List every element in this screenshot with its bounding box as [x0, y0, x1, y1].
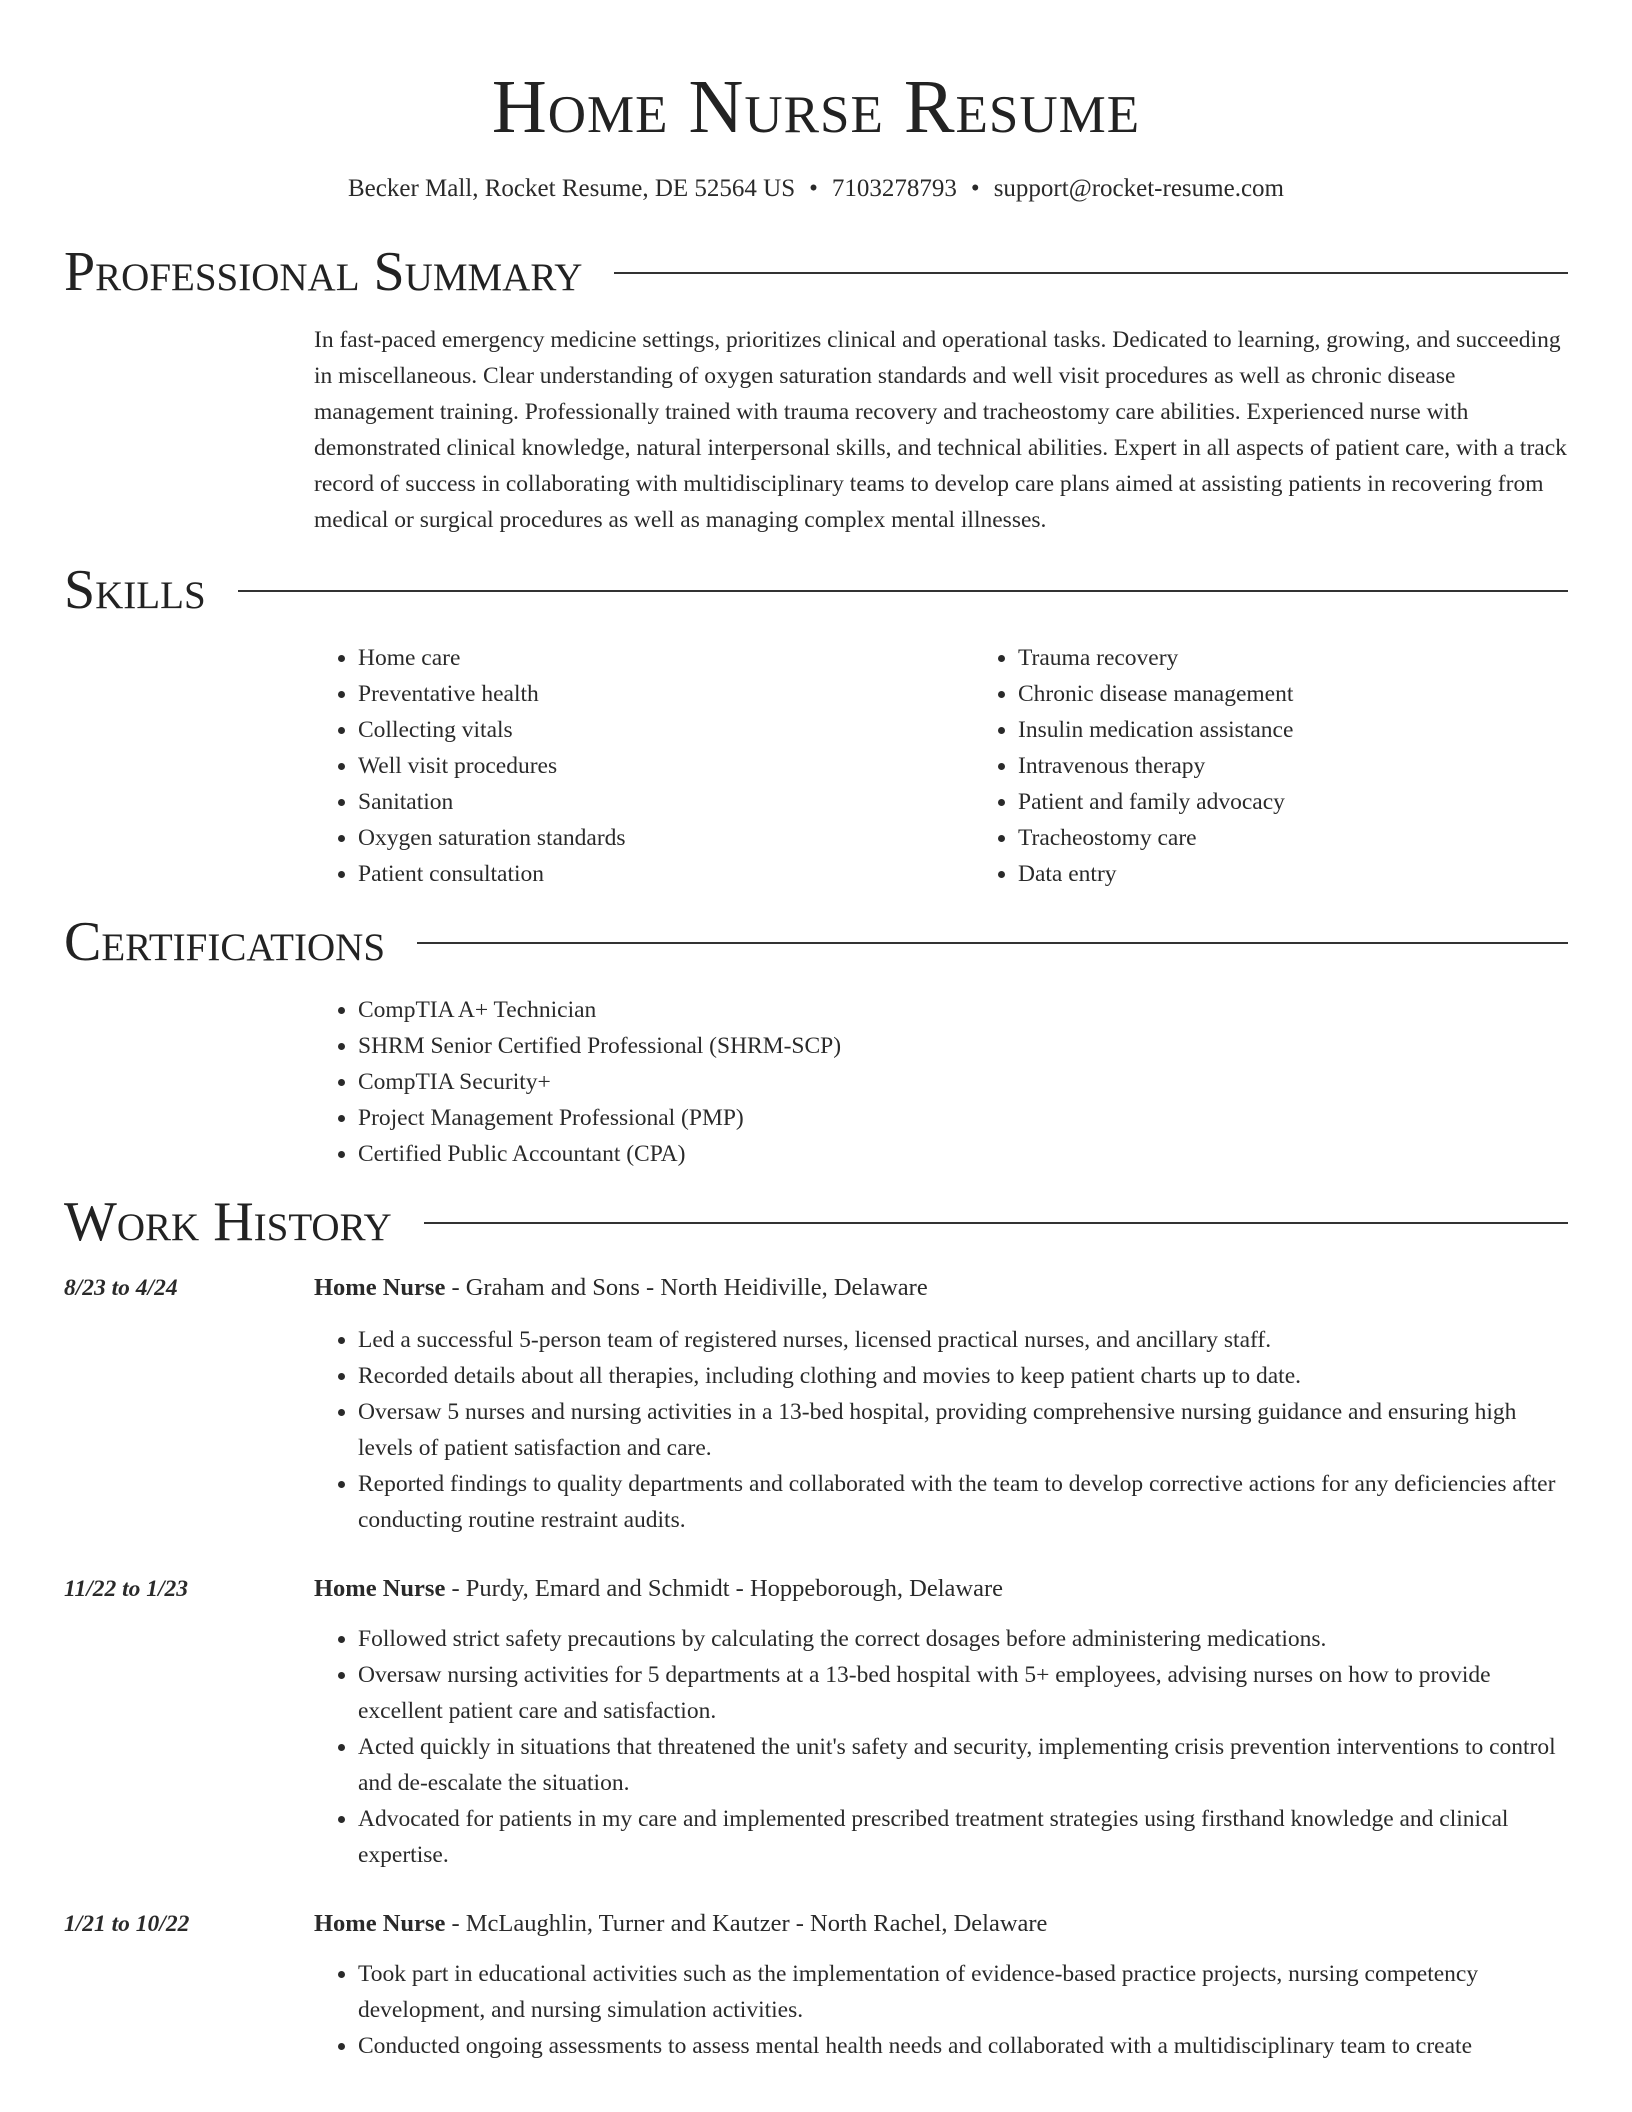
section-header-summary — [64, 240, 1568, 304]
job-title: Home Nurse — [314, 1575, 446, 1602]
resume-page — [64, 0, 1568, 2064]
job-duty: • Oversaw 5 nurses and nursing activities in a 13-bed hospital, providing comprehensive nursing guidance and ensuring high levels of patient satisfaction and care. — [358, 1394, 1568, 1466]
job-employer: - McLaughlin, Turner and Kautzer - North Rachel, Delaware — [445, 1910, 1048, 1937]
job-entry — [64, 1270, 1568, 1538]
job-title: Home Nurse — [314, 1910, 446, 1937]
skill-item: • Collecting vitals — [358, 712, 974, 748]
section-title-work-history: Work History — [64, 1191, 392, 1253]
skill-item: • Well visit procedures — [358, 748, 974, 784]
section-divider — [238, 590, 1568, 592]
job-entry — [64, 1906, 1568, 2064]
job-duties — [314, 1621, 1568, 1873]
section-divider — [614, 272, 1568, 274]
certification-item: • SHRM Senior Certified Professional (SHRM-SCP) — [358, 1028, 1568, 1064]
job-duties — [314, 1322, 1568, 1538]
skill-item: • Trauma recovery — [1018, 640, 1632, 676]
job-duty: • Took part in educational activities such as the implementation of evidence-based practice projects, nursing competency development, and nursing simulation activities. — [358, 1956, 1568, 2028]
job-heading — [314, 1270, 1568, 1306]
skill-item: • Intravenous therapy — [1018, 748, 1632, 784]
job-title: Home Nurse — [314, 1274, 446, 1301]
section-header-skills — [64, 558, 1568, 622]
contact-line — [64, 172, 1568, 206]
certifications-section — [314, 992, 1568, 1172]
job-heading — [314, 1571, 1568, 1607]
summary-paragraph: In fast-paced emergency medicine settings, prioritizes clinical and operational tasks. Dedicated to learning, growing, and succeeding in miscellaneous. Clear understanding of oxygen saturation standards and well visit procedures as well as chronic disease management training. Professionally trained with trauma recovery and tracheostomy care abilities. Experienced nurse with demonstrated clinical knowledge, natural interpersonal skills, and technical abilities. Expert in all aspects of patient care, with a track record of success in collaborating with multidisciplinary teams to develop care plans aimed at assisting patients in recovering from medical or surgical procedures as well as managing complex mental illnesses. — [314, 327, 1567, 533]
contact-address: Becker Mall, Rocket Resume, DE 52564 US — [348, 175, 796, 202]
section-divider — [417, 942, 1568, 944]
skill-item: • Patient and family advocacy — [1018, 784, 1632, 820]
contact-separator: • — [809, 175, 818, 202]
job-dates: 8/23 to 4/24 — [64, 1275, 178, 1301]
section-title-certifications: Certifications — [64, 911, 386, 973]
resume-title: Home Nurse Resume — [491, 65, 1141, 149]
skill-item: • Insulin medication assistance — [1018, 712, 1632, 748]
job-body — [314, 1571, 1568, 1873]
skill-item: • Preventative health — [358, 676, 974, 712]
skills-list-left — [314, 640, 974, 892]
skill-item: • Chronic disease management — [1018, 676, 1632, 712]
job-entry — [64, 1571, 1568, 1873]
certifications-list — [314, 992, 1568, 1172]
certification-item: • CompTIA A+ Technician — [358, 992, 1568, 1028]
job-duty: • Followed strict safety precautions by calculating the correct dosages before administering medications. — [358, 1621, 1568, 1657]
summary-section — [314, 322, 1568, 538]
contact-email: support@rocket-resume.com — [993, 175, 1284, 202]
section-header-certifications — [64, 910, 1568, 974]
skills-list-right — [974, 640, 1632, 892]
section-title-summary: Professional Summary — [64, 241, 583, 303]
job-employer: - Graham and Sons - North Heidiville, Delaware — [445, 1274, 928, 1301]
job-duty: • Advocated for patients in my care and implemented prescribed treatment strategies using firsthand knowledge and clinical expertise. — [358, 1801, 1568, 1873]
job-employer: - Purdy, Emard and Schmidt - Hoppeborough, Delaware — [445, 1575, 1004, 1602]
job-dates: 1/21 to 10/22 — [64, 1911, 190, 1937]
skill-item: • Home care — [358, 640, 974, 676]
skill-item: • Data entry — [1018, 856, 1632, 892]
job-body — [314, 1906, 1568, 2064]
job-duty: • Reported findings to quality departments and collaborated with the team to develop corrective actions for any deficiencies after conducting routine restraint audits. — [358, 1466, 1568, 1538]
certification-item: • Certified Public Accountant (CPA) — [358, 1136, 1568, 1172]
job-duty: • Oversaw nursing activities for 5 departments at a 13-bed hospital with 5+ employees, advising nurses on how to provide excellent patient care and satisfaction. — [358, 1657, 1568, 1729]
skill-item: • Sanitation — [358, 784, 974, 820]
certification-item: • CompTIA Security+ — [358, 1064, 1568, 1100]
job-duties — [314, 1956, 1568, 2064]
job-heading — [314, 1906, 1568, 1942]
job-duty: • Conducted ongoing assessments to assess mental health needs and collaborated with a multidisciplinary team to create — [358, 2028, 1568, 2064]
job-duty: • Led a successful 5-person team of registered nurses, licensed practical nurses, and ancillary staff. — [358, 1322, 1568, 1358]
job-duty: • Recorded details about all therapies, including clothing and movies to keep patient charts up to date. — [358, 1358, 1568, 1394]
job-duty: • Acted quickly in situations that threatened the unit's safety and security, implementing crisis prevention interventions to control and de-escalate the situation. — [358, 1729, 1568, 1801]
job-body — [314, 1270, 1568, 1538]
contact-phone: 7103278793 — [831, 175, 957, 202]
skill-item: • Patient consultation — [358, 856, 974, 892]
section-header-work-history — [64, 1190, 1568, 1254]
certification-item: • Project Management Professional (PMP) — [358, 1100, 1568, 1136]
job-dates: 11/22 to 1/23 — [64, 1576, 189, 1602]
skill-item: • Tracheostomy care — [1018, 820, 1632, 856]
skill-item: • Oxygen saturation standards — [358, 820, 974, 856]
skills-section — [314, 640, 1568, 892]
section-divider — [424, 1222, 1568, 1224]
section-title-skills: Skills — [64, 559, 206, 621]
contact-separator: • — [970, 175, 980, 202]
